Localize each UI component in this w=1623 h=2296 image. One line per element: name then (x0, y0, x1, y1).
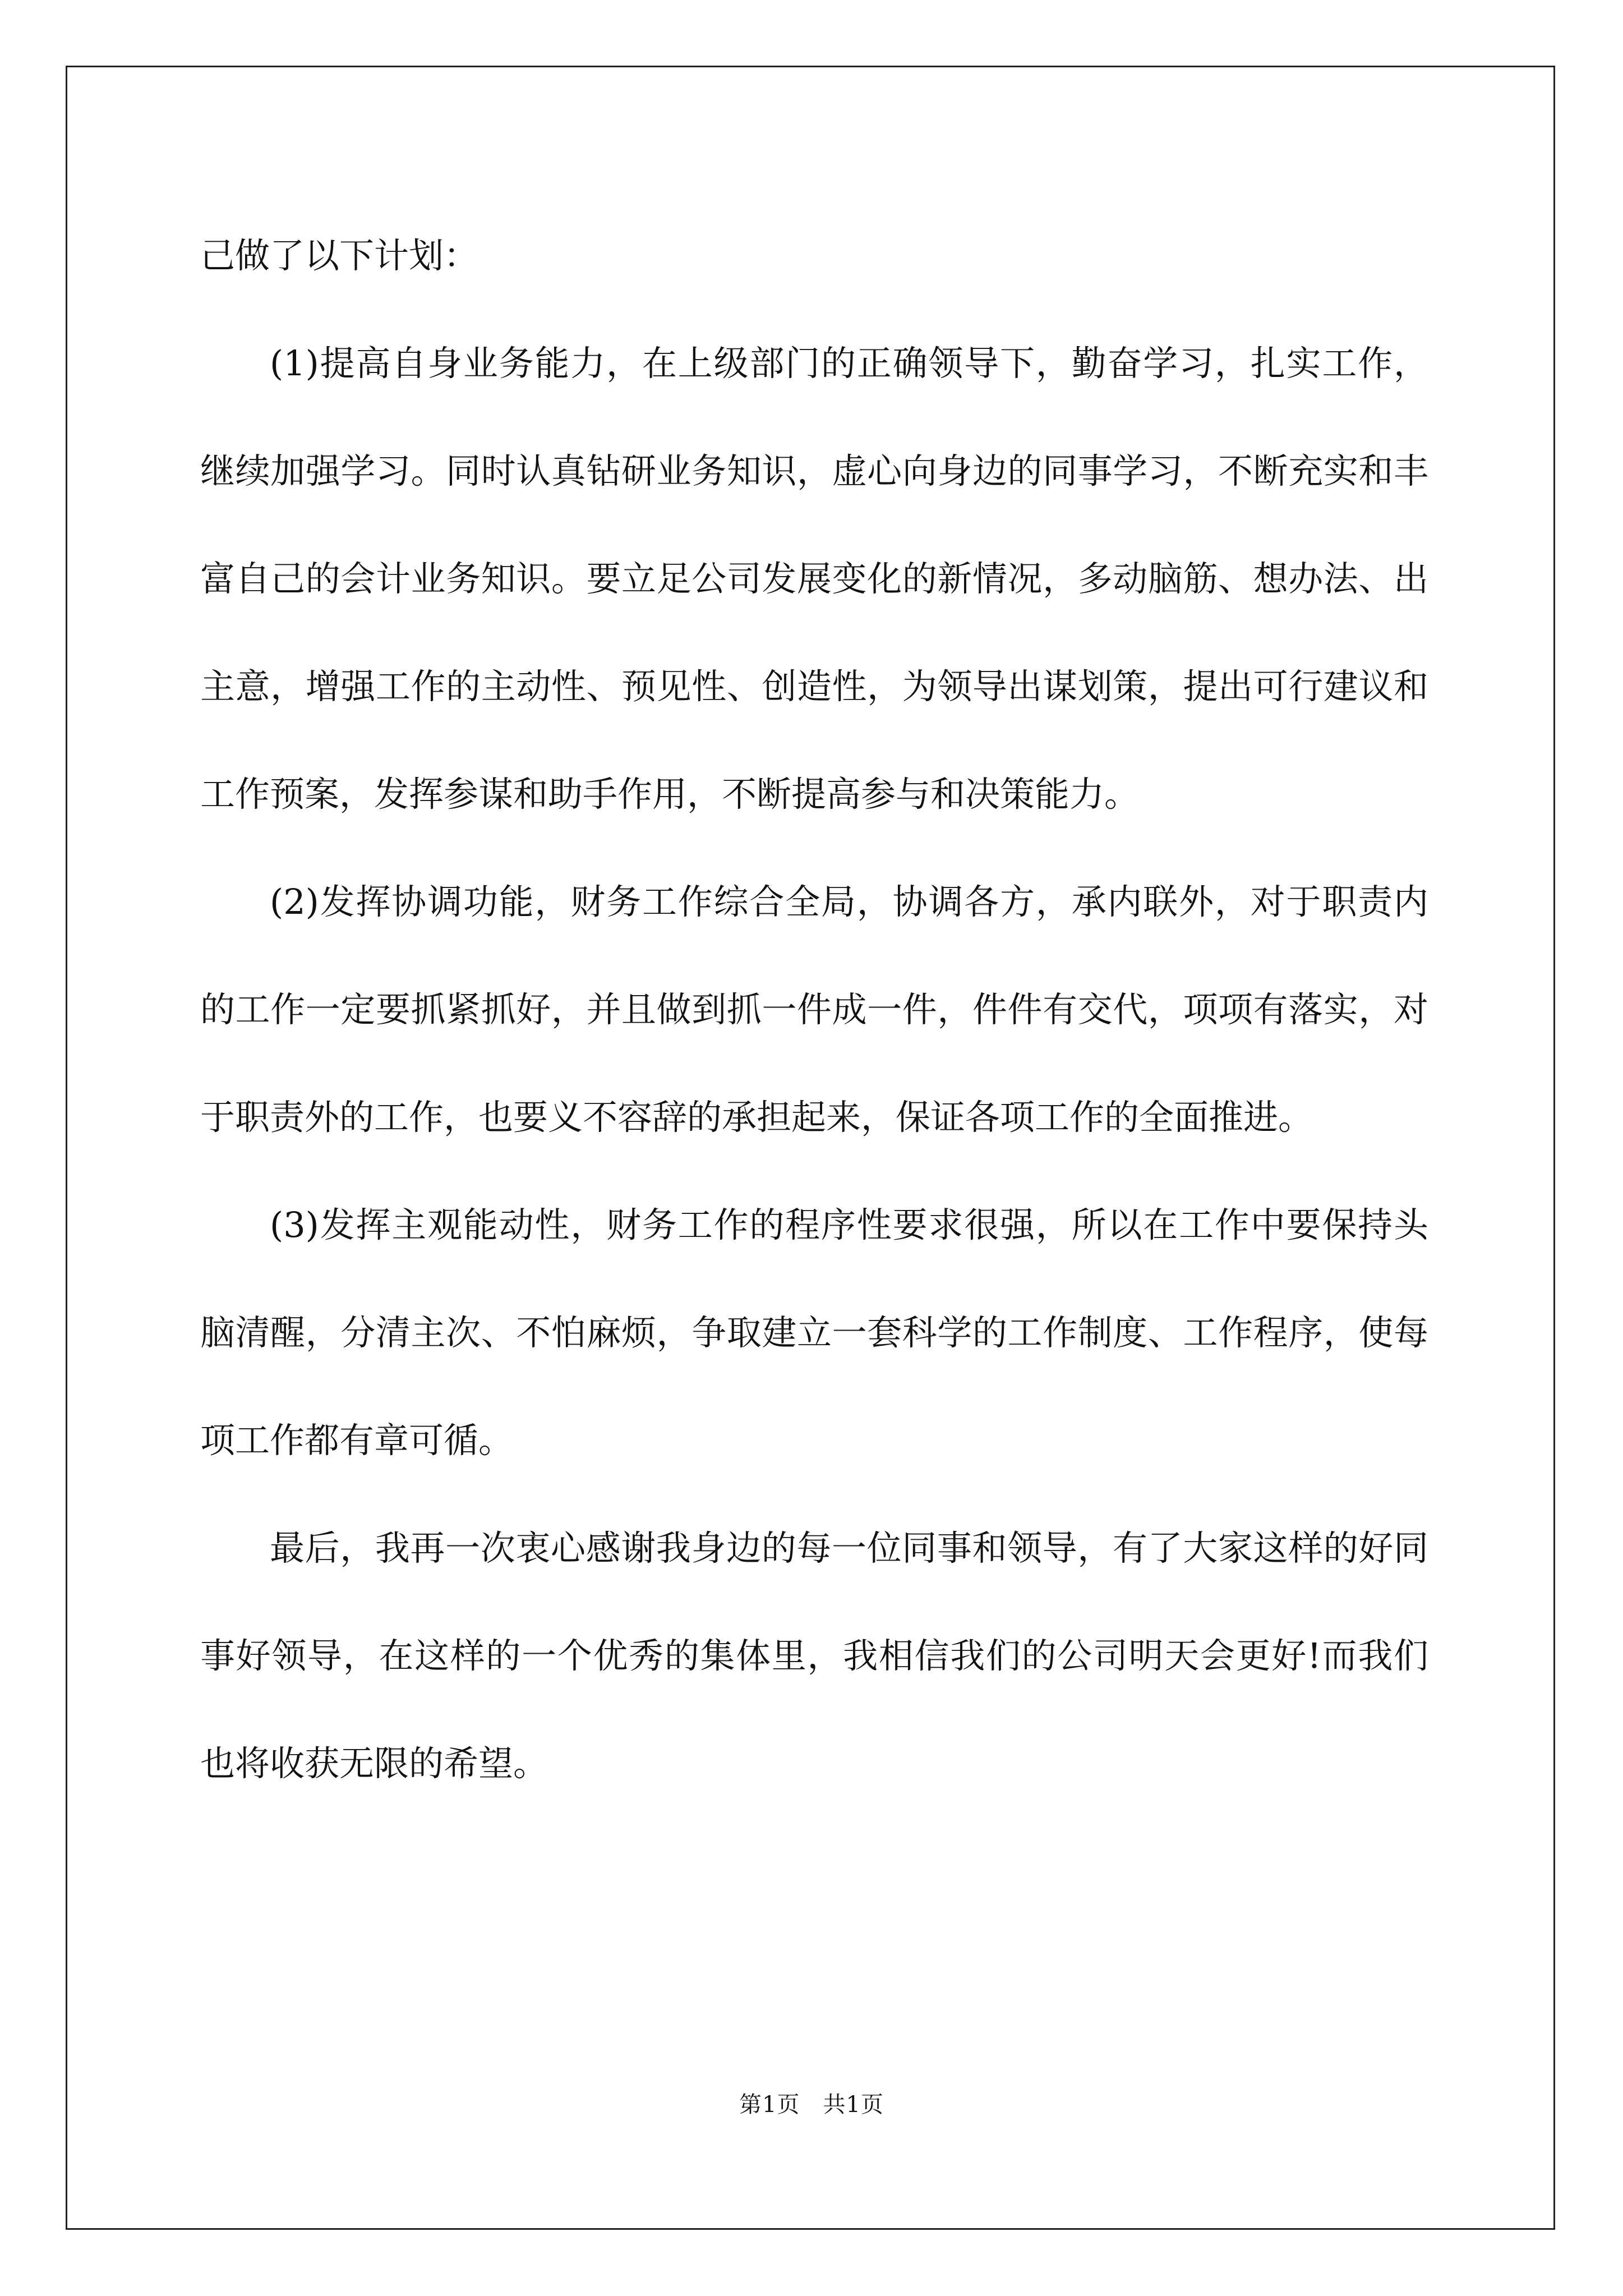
paragraph-plan-3: (3)发挥主观能动性，财务工作的程序性要求很强，所以在工作中要保持头脑清醒，分清主次、不怕麻烦，争取建立一套科学的工作制度、工作程序，使每项工作都有章可循。 (200, 1204, 1428, 1461)
document-body (200, 202, 1428, 1818)
page-number-footer: 第1页 共1页 (739, 2092, 884, 2118)
paragraph-plan-1: (1)提高自身业务能力，在上级部门的正确领导下，勤奋学习，扎实工作，继续加强学习。同时认真钻研业务知识，虚心向身边的同事学习，不断充实和丰富自己的会计业务知识。要立足公司发展变化的新情况，多动脑筋、想办法、出主意，增强工作的主动性、预见性、创造性，为领导出谋划策，提出可行建议和工作预案，发挥参谋和助手作用，不断提高参与和决策能力。 (200, 343, 1428, 815)
paragraph-plan-2: (2)发挥协调功能，财务工作综合全局，协调各方，承内联外，对于职责内的工作一定要抓紧抓好，并且做到抓一件成一件，件件有交代，项项有落实，对于职责外的工作，也要义不容辞的承担起来，保证各项工作的全面推进。 (200, 881, 1428, 1138)
paragraph-closing: 最后，我再一次衷心感谢我身边的每一位同事和领导，有了大家这样的好同事好领导，在这样的一个优秀的集体里，我相信我们的公司明天会更好!而我们也将收获无限的希望。 (200, 1527, 1428, 1784)
paragraph-intro: 己做了以下计划： (200, 235, 479, 276)
